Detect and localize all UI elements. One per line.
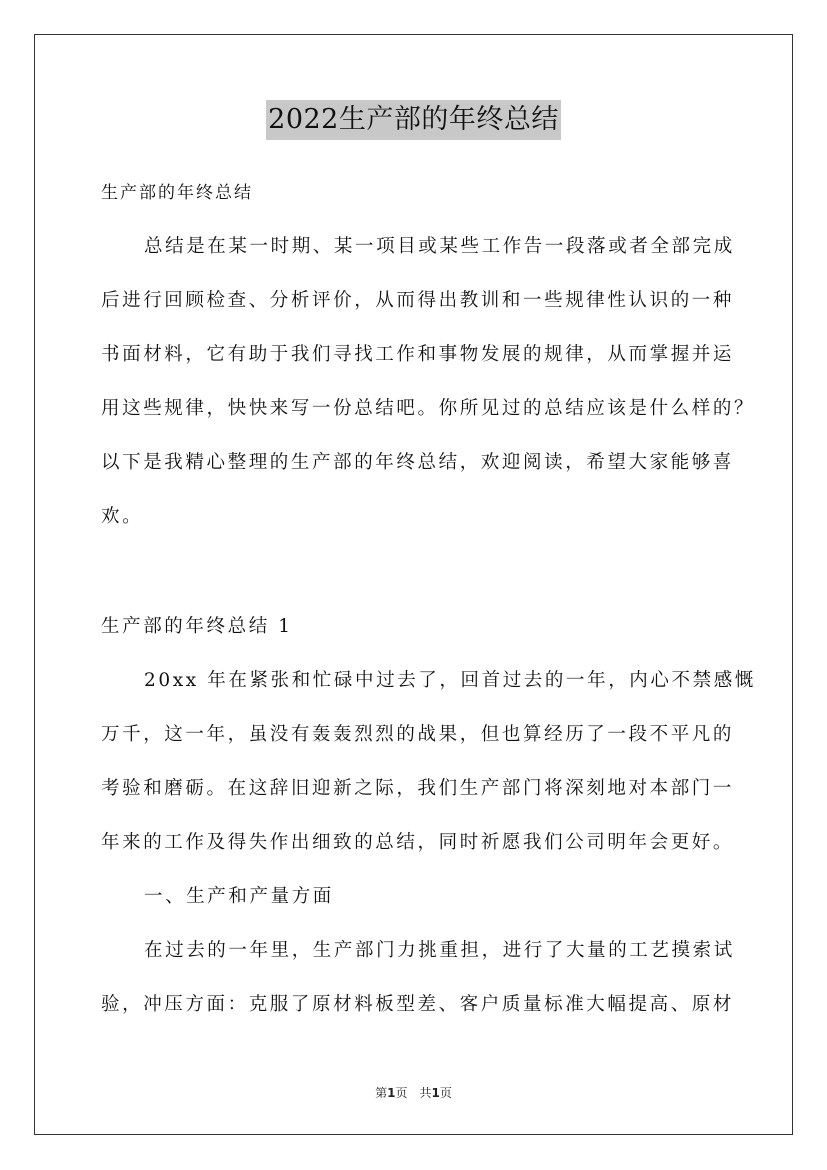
page-label-mid: 页 共 <box>395 1086 432 1100</box>
page-footer <box>0 1084 827 1101</box>
paragraph-line: 考验和磨砺。在这辞旧迎新之际，我们生产部门将深刻地对本部门一 <box>101 778 735 799</box>
paragraph-line: 验，冲压方面：克服了原材料板型差、客户质量标准大幅提高、原材 <box>101 994 735 1015</box>
document-title: 2022生产部的年终总结 <box>266 100 561 140</box>
paragraph-line: 欢。 <box>101 506 144 527</box>
intro-heading: 生产部的年终总结 <box>101 183 253 203</box>
paragraph-line: 20xx 年在紧张和忙碌中过去了，回首过去的一年，内心不禁感慨 <box>144 670 756 691</box>
title-container <box>0 100 827 140</box>
paragraph-line: 后进行回顾检查、分析评价，从而得出教训和一些规律性认识的一种 <box>101 290 735 311</box>
paragraph-line: 总结是在某一时期、某一项目或某些工作告一段落或者全部完成 <box>144 236 735 257</box>
paragraph-line: 年来的工作及得失作出细致的总结，同时祈愿我们公司明年会更好。 <box>101 832 735 853</box>
paragraph-line: 用这些规律，快快来写一份总结吧。你所见过的总结应该是什么样的？ <box>101 398 756 419</box>
paragraph-line: 万千，这一年，虽没有轰轰烈烈的战果，但也算经历了一段不平凡的 <box>101 724 735 745</box>
page-current-number: 1 <box>387 1086 396 1100</box>
paragraph-line: 在过去的一年里，生产部门力挑重担，进行了大量的工艺摸索试 <box>144 940 735 961</box>
paragraph-line: 书面材料，它有助于我们寻找工作和事物发展的规律，从而掌握并运 <box>101 344 735 365</box>
paragraph-line: 以下是我精心整理的生产部的年终总结，欢迎阅读，希望大家能够喜 <box>101 452 735 473</box>
section-heading: 生产部的年终总结 1 <box>101 616 293 637</box>
subsection-heading: 一、生产和产量方面 <box>144 886 334 907</box>
page-label-prefix: 第 <box>375 1086 388 1100</box>
page-total-number: 1 <box>431 1086 440 1100</box>
page-label-suffix: 页 <box>439 1086 452 1100</box>
